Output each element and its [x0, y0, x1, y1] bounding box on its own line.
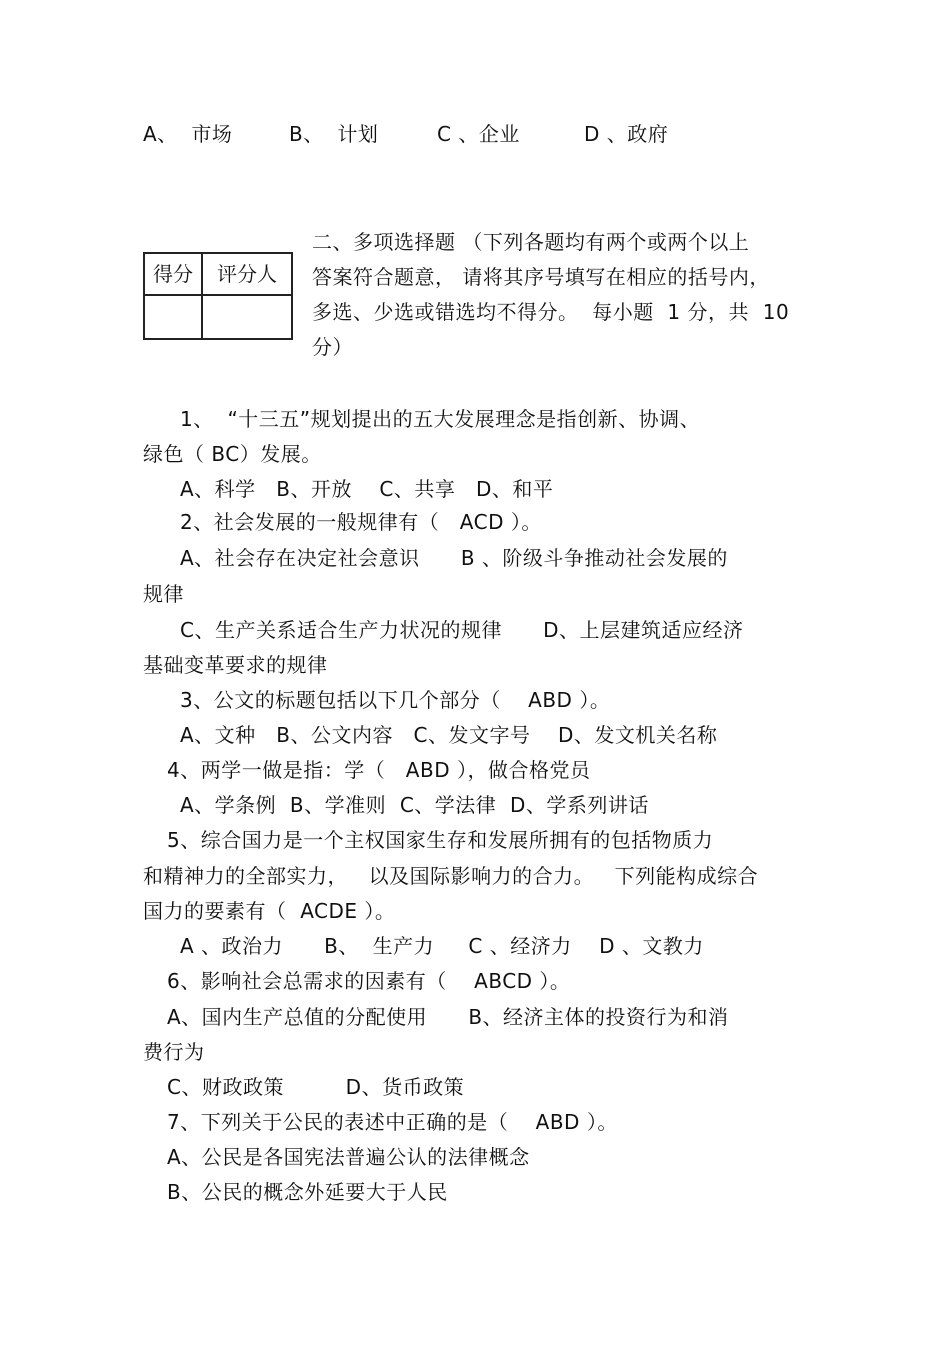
section-heading-line: 分） [312, 335, 353, 359]
option-line: A、社会存在决定社会意识 B 、阶级斗争推动社会发展的 [180, 546, 728, 570]
option-line: C、财政政策 D、货币政策 [167, 1075, 465, 1099]
question-line: 4、两学一做是指：学（ ABD ），做合格党员 [167, 758, 591, 782]
question-line: 3、公文的标题包括以下几个部分（ ABD ）。 [180, 688, 611, 712]
question-line: 2、社会发展的一般规律有（ ACD ）。 [180, 510, 542, 534]
score-table [143, 252, 293, 340]
question-line: 1、 “十三五”规划提出的五大发展理念是指创新、协调、 [180, 407, 701, 431]
option-line: A、学条例 B、学准则 C、学法律 D、学系列讲话 [180, 793, 649, 817]
option-line: B、公民的概念外延要大于人民 [167, 1180, 448, 1204]
question-line: 5、综合国力是一个主权国家生存和发展所拥有的包括物质力 [167, 828, 714, 852]
question-line: 和精神力的全部实力， 以及国际影响力的合力。 下列能构成综合 [143, 864, 759, 888]
option-line: 基础变革要求的规律 [143, 653, 328, 677]
option-line: A 、政治力 B、 生产力 C 、经济力 D 、文教力 [180, 934, 704, 958]
option-line: A、国内生产总值的分配使用 B、经济主体的投资行为和消 [167, 1005, 729, 1029]
option-line: 费行为 [143, 1040, 205, 1064]
option-line: C、生产关系适合生产力状况的规律 D、上层建筑适应经济 [180, 618, 744, 642]
section-heading-line: 多选、少选或错选均不得分。 每小题 1 分，共 10 [312, 300, 790, 324]
question-line: 国力的要素有（ ACDE ）。 [143, 899, 396, 923]
option-line: A、公民是各国宪法普遍公认的法律概念 [167, 1145, 530, 1169]
question-line: 6、影响社会总需求的因素有（ ABCD ）。 [167, 969, 571, 993]
option-a: A、 市场 [143, 122, 233, 146]
grader-cell [202, 295, 292, 339]
option-b: B、 计划 [289, 122, 379, 146]
grader-header: 评分人 [202, 253, 292, 295]
question-line: 7、下列关于公民的表述中正确的是（ ABD ）。 [167, 1110, 618, 1134]
option-c: C 、企业 [437, 122, 520, 146]
option-line: 规律 [143, 582, 184, 606]
score-cell [144, 295, 202, 339]
score-header: 得分 [144, 253, 202, 295]
section-heading-line: 答案符合题意， 请将其序号填写在相应的括号内， [312, 265, 770, 289]
option-line: A、科学 B、开放 C、共享 D、和平 [180, 477, 554, 501]
option-line: A、文种 B、公文内容 C、发文字号 D、发文机关名称 [180, 723, 718, 747]
question-line: 绿色（ BC）发展。 [143, 442, 322, 466]
section-heading-line: 二、多项选择题 （下列各题均有两个或两个以上 [312, 230, 750, 254]
option-d: D 、政府 [584, 122, 669, 146]
